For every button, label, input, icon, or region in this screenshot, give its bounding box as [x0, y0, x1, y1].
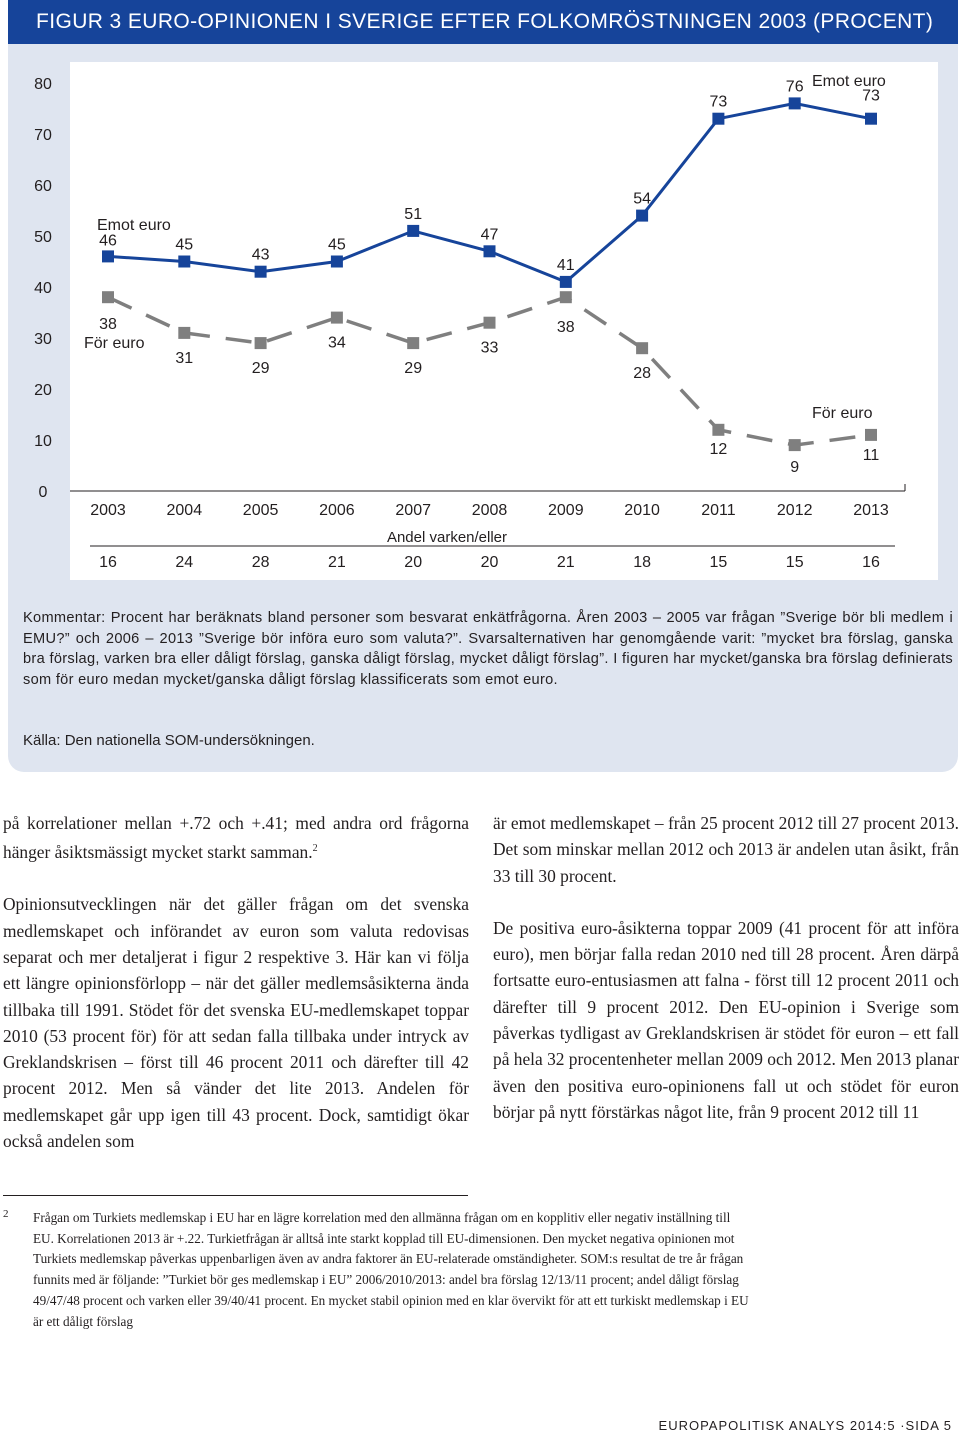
x-tick-label: 2003 [90, 502, 126, 519]
marker-emot-euro [560, 276, 572, 288]
marker-emot-euro [255, 266, 267, 278]
y-tick-label: 10 [34, 433, 52, 450]
neutral-value: 18 [633, 554, 651, 571]
marker-emot-euro [178, 256, 190, 268]
marker-for-euro [712, 424, 724, 436]
data-label-for-euro: 31 [175, 349, 194, 367]
x-tick-label: 2005 [242, 502, 279, 519]
neutral-value: 20 [404, 554, 423, 571]
data-label-emot-euro: 73 [862, 87, 880, 105]
neutral-value: 21 [556, 554, 575, 571]
marker-for-euro [865, 429, 877, 441]
marker-for-euro [636, 342, 648, 354]
paragraph: De positiva euro-åsikterna toppar 2009 (41 procent för att införa euro), men börjar falla redan 2010 ned till 28 procent. Åren därpå fortsatte euro-entusiasmen att falna - först till 12 procent 2011 och därefter till 9 procent 2012. Den EU-opinion i Sverige som påverkas tydligast av Greklandskrisen är stödet för euron – ett fall på hela 32 procentenheter mellan 2009 och 2012. Men 2013 planar även den positiva euro-opinionens fall ut och stödet för euron börjar på nytt förstärkas något lite, från 9 procent 2012 till 11 [493, 917, 960, 1122]
x-tick-label: 2010 [624, 502, 660, 519]
y-tick-label: 50 [34, 229, 52, 246]
annotation-emot-euro-left: Emot euro [97, 217, 171, 234]
footnote-text: Frågan om Turkiets medlemskap i EU har en lägre korrelation med den allmänna frågan om en kopplitiv eller negativ inställning till EU. Korrelationen 2013 är +.22. Turkietfrågan är alltså inte starkt kopplad till EU-dimensionen. Den mycket negativa opinionen mot Turkiets medlemskap påverkas uppenbarligen även av andra faktorer än EU-relaterade omständigheter. SOM:s resultat de tre år frågan funnits med är följande: ”Turkiet bör ges medlemskap i EU” 2006/2010/2013: andel bra förslag 12/13/11 procent; andel dåligt förslag 49/47/48 procent och varken eller 39/40/41 procent. En mycket stabil opinion med en klar övervikt för att ett turkiskt medlemskap i EU är ett dåligt förslag [33, 1210, 749, 1329]
x-tick-label: 2011 [701, 502, 736, 519]
data-label-emot-euro: 41 [556, 256, 575, 274]
marker-for-euro [102, 291, 114, 303]
x-tick-label: 2004 [166, 502, 203, 519]
footnote-divider [3, 1195, 468, 1196]
marker-emot-euro [331, 256, 343, 268]
data-label-emot-euro: 47 [480, 226, 499, 244]
neutral-value: 16 [862, 554, 880, 571]
data-label-for-euro: 9 [790, 459, 800, 477]
marker-emot-euro [636, 210, 648, 222]
data-label-for-euro: 33 [480, 339, 499, 357]
data-label-for-euro: 38 [99, 316, 117, 334]
data-label-emot-euro: 54 [633, 190, 651, 208]
y-axis-ticks [34, 76, 52, 501]
page-footer: EUROPAPOLITISK ANALYS 2014:5 ·SIDA 5 [658, 1418, 952, 1433]
x-tick-label: 2009 [548, 502, 584, 519]
neutral-value: 24 [175, 554, 194, 571]
annotation-for-euro-right: För euro [812, 405, 873, 422]
x-tick-label: 2006 [319, 502, 355, 519]
marker-emot-euro [484, 245, 496, 257]
marker-emot-euro [407, 225, 419, 237]
paragraph-text: på korrelationer mellan +.72 och +.41; med andra ord frågorna hänger åsiktsmässigt mycket starkt samman. [3, 813, 469, 863]
neutral-value: 20 [480, 554, 499, 571]
data-label-emot-euro: 45 [175, 236, 194, 254]
data-label-for-euro: 11 [862, 446, 880, 464]
marker-for-euro [255, 337, 267, 349]
data-label-emot-euro: 76 [785, 78, 804, 96]
y-tick-label: 40 [34, 280, 52, 297]
line-chart [0, 0, 960, 600]
marker-for-euro [789, 439, 801, 451]
figure-comment: Kommentar: Procent har beräknats bland personer som besvarat enkätfrågorna. Åren 2003 – 2005 var frågan ”Sverige bör bli medlem i EMU?” och 2006 – 2013 ”Sverige bör införa euro som valuta?”. Svarsalternativen har genomgående varit: ”mycket bra förslag, ganska bra förslag, varken bra eller dåligt förslag, ganska dåligt förslag, mycket dåligt förslag”. I figuren har mycket/ganska bra förslag definierats som för euro medan mycket/ganska dåligt förslag klassificerats som emot euro. [23, 610, 953, 688]
x-tick-label: 2012 [776, 502, 813, 519]
neutral-label: Andel varken/eller [386, 529, 508, 546]
figure-source: Källa: Den nationella SOM-undersökningen. [23, 732, 315, 749]
data-label-for-euro: 29 [404, 360, 423, 378]
marker-for-euro [484, 317, 496, 329]
y-tick-label: 0 [38, 484, 48, 501]
data-label-for-euro: 28 [633, 365, 651, 383]
data-label-emot-euro: 45 [328, 236, 346, 254]
annotation-for-euro-left: För euro [84, 335, 145, 352]
data-label-for-euro: 12 [709, 440, 728, 458]
marker-for-euro [178, 327, 190, 339]
annotation-emot-euro-right: Emot euro [812, 73, 886, 90]
footnote-number: 2 [3, 1208, 9, 1220]
marker-emot-euro [865, 113, 877, 125]
data-label-emot-euro: 43 [251, 246, 270, 264]
body-column-left [3, 810, 469, 1180]
data-label-emot-euro: 51 [404, 205, 423, 223]
x-tick-label: 2013 [853, 502, 889, 519]
data-label-for-euro: 34 [328, 334, 346, 352]
marker-emot-euro [102, 250, 114, 262]
marker-for-euro [407, 337, 419, 349]
marker-for-euro [560, 291, 572, 303]
marker-for-euro [331, 312, 343, 324]
marker-emot-euro [712, 113, 724, 125]
neutral-value: 16 [99, 554, 117, 571]
marker-emot-euro [789, 97, 801, 109]
paragraph [3, 810, 469, 865]
y-tick-label: 60 [34, 178, 52, 195]
y-tick-label: 20 [34, 382, 52, 399]
paragraph: är emot medlemskapet – från 25 procent 2012 till 27 procent 2013. Det som minskar mellan 2012 och 2013 är andelen utan åsikt, från 33 till 30 procent. [493, 813, 959, 886]
x-tick-label: 2007 [395, 502, 431, 519]
neutral-value: 28 [251, 554, 270, 571]
footnote-reference[interactable]: 2 [312, 843, 318, 855]
paragraph: Opinionsutvecklingen när det gäller frågan om det svenska medlemskapet och införandet av euron som valuta redovisas separat och mer detaljerat i figur 2 respektive 3. Här kan vi följa ett längre opinionsförlopp – när det gäller medlemsåsikterna ända tillbaka till 1991. Stödet för det svenska EU-medlemskapet toppar 2010 (53 procent för) för att sedan falla tillbaka under intryck av Greklandskrisen – först till 46 procent 2011 och därefter till 42 procent 2012. Men så vänder det lite 2013. Andelen för medlemskapet går upp igen till 43 procent. Dock, samtidigt ökar också andelen som [3, 894, 469, 1152]
y-tick-label: 30 [34, 331, 52, 348]
x-tick-label: 2008 [471, 502, 508, 519]
y-tick-label: 70 [34, 127, 52, 144]
body-column-right [493, 810, 959, 1151]
data-label-for-euro: 38 [556, 319, 575, 337]
neutral-value: 15 [785, 554, 804, 571]
data-label-emot-euro: 46 [99, 232, 117, 250]
data-label-emot-euro: 73 [709, 93, 728, 111]
figure-title: FIGUR 3 EURO-OPINIONEN I SVERIGE EFTER FOLKOMRÖSTNINGEN 2003 (PROCENT) [36, 10, 934, 33]
neutral-value: 21 [328, 554, 346, 571]
data-label-for-euro: 29 [251, 360, 270, 378]
neutral-value: 15 [709, 554, 728, 571]
y-tick-label: 80 [34, 76, 52, 93]
